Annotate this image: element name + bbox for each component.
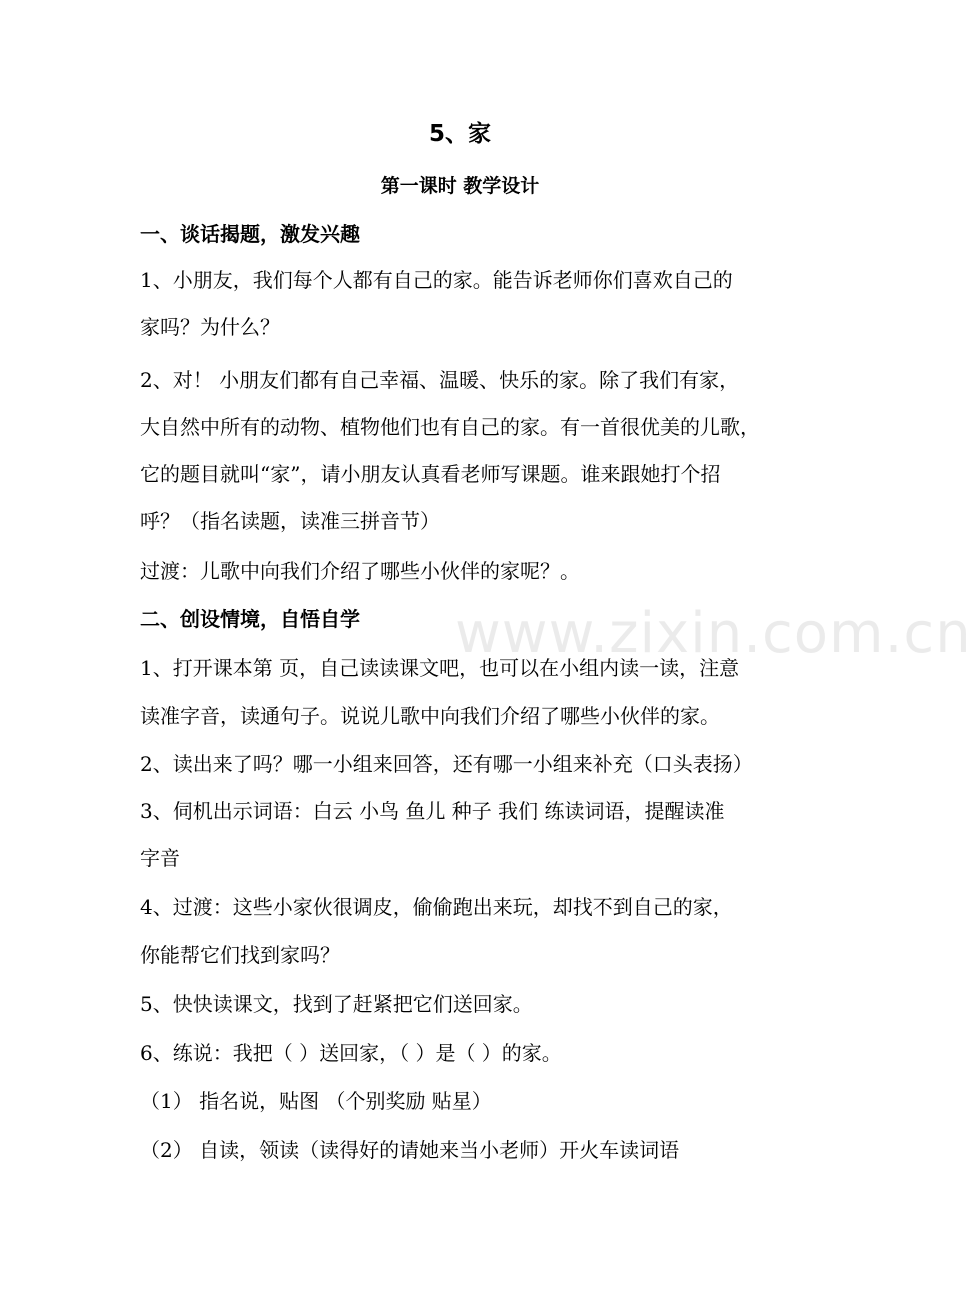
paragraph-line: 字音 bbox=[140, 846, 180, 870]
paragraph-line: 家吗？为什么？ bbox=[140, 315, 280, 339]
paragraph-line: （1） 指名说，贴图 （个别奖励 贴星） bbox=[140, 1089, 492, 1113]
paragraph-line: 5、快快读课文，找到了赶紧把它们送回家。 bbox=[140, 992, 533, 1016]
section-2-heading: 二、创设情境，自悟自学 bbox=[140, 607, 360, 631]
document-title: 5、家 bbox=[428, 121, 491, 147]
section-1-heading: 一、谈话揭题，激发兴趣 bbox=[140, 222, 360, 246]
paragraph-line: 1、打开课本第 页，自己读读课文吧，也可以在小组内读一读，注意 bbox=[140, 656, 740, 680]
paragraph-line: 读准字音，读通句子。说说儿歌中向我们介绍了哪些小伙伴的家。 bbox=[140, 704, 720, 728]
paragraph-line: 你能帮它们找到家吗？ bbox=[140, 943, 340, 967]
document-subtitle: 第一课时 教学设计 bbox=[380, 175, 540, 197]
watermark: www.zixin.com.cn bbox=[455, 601, 972, 666]
paragraph-line: 呼？（指名读题，读准三拼音节） bbox=[140, 509, 440, 533]
paragraph-line: 过渡：儿歌中向我们介绍了哪些小伙伴的家呢？。 bbox=[140, 559, 580, 583]
paragraph-line: （2） 自读，领读（读得好的请她来当小老师）开火车读词语 bbox=[140, 1138, 680, 1162]
paragraph-line: 它的题目就叫“家”，请小朋友认真看老师写课题。谁来跟她打个招 bbox=[140, 462, 721, 486]
paragraph-line: 3、伺机出示词语：白云 小鸟 鱼儿 种子 我们 练读词语，提醒读准 bbox=[140, 799, 725, 823]
paragraph-line: 1、小朋友，我们每个人都有自己的家。能告诉老师你们喜欢自己的 bbox=[140, 268, 733, 292]
paragraph-line: 6、练说：我把（ ）送回家，（ ）是（ ）的家。 bbox=[140, 1041, 562, 1065]
paragraph-line: 2、读出来了吗？哪一小组来回答，还有哪一小组来补充（口头表扬） bbox=[140, 752, 753, 776]
paragraph-line: 4、过渡：这些小家伙很调皮，偷偷跑出来玩，却找不到自己的家， bbox=[140, 895, 733, 919]
paragraph-line: 2、对！ 小朋友们都有自己幸福、温暖、快乐的家。除了我们有家， bbox=[140, 368, 740, 392]
paragraph-line: 大自然中所有的动物、植物他们也有自己的家。有一首很优美的儿歌， bbox=[140, 415, 760, 439]
